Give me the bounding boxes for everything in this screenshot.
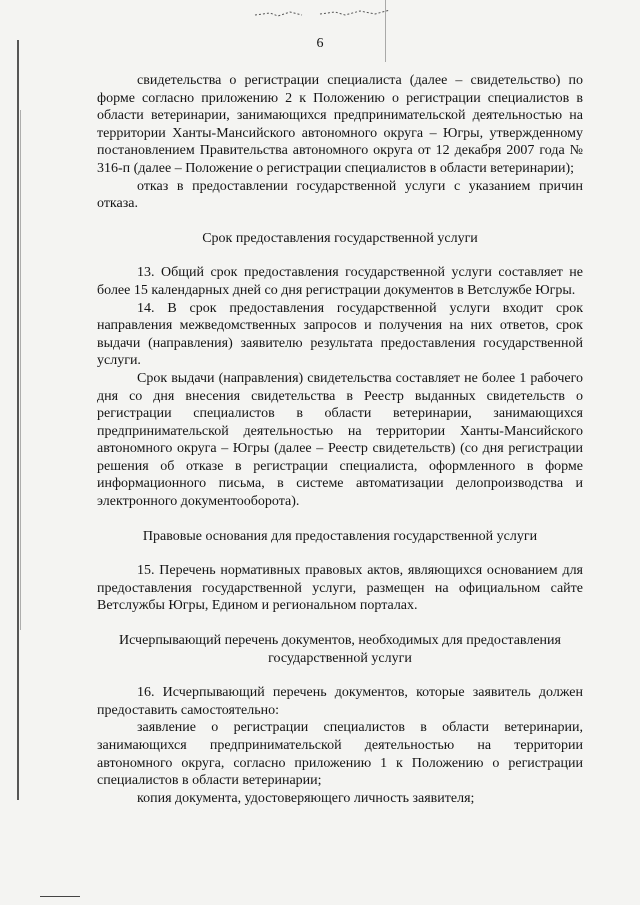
scan-noise [250,6,400,20]
scan-edge-mark-secondary [20,110,21,630]
page-number: 6 [316,36,324,51]
footer-mark [40,896,80,897]
paragraph: свидетельства о регистрации специалиста (далее – свидетельство) по форме согласно приложению 2 к Положению о регистрации специалистов в области ветеринарии, занимающихся предпринимательской деятельностью на территории Ханты-Мансийского автономного округа – Югры, утвержденному постановлением Правительства автономного округа от 12 декабря 2007 года № 316-п (далее – Положение о регистрации специалистов в области ветеринарии); [97,73,583,176]
paragraph: копия документа, удостоверяющего личность заявителя; [137,790,475,806]
document-body [97,72,583,807]
paragraph: 14. В срок предоставления государственной услуги входит срок направления межведомственных запросов и получения на них ответов, срок выдачи (направления) заявителю результата предоставления государственной услуги. [97,300,583,369]
section-heading: Срок предоставления государственной услуги [202,230,478,246]
paragraph: 13. Общий срок предоставления государственной услуги составляет не более 15 календарных дней со дня регистрации документов в Ветслужбе Югры. [97,265,583,298]
section-heading: Правовые основания для предоставления государственной услуги [142,528,538,544]
paragraph: отказ в предоставлении государственной услуги с указанием причин отказа. [97,178,583,212]
paragraph: заявление о регистрации специалистов в области ветеринарии, занимающихся предпринимательской деятельностью на территории автономного округа, согласно приложению 1 к Положению о регистрации специалистов в области ветеринарии; [97,720,583,789]
paragraph: Срок выдачи (направления) свидетельства составляет не более 1 рабочего дня со дня внесения свидетельства в Реестр выданных свидетельств о регистрации специалистов в области ветеринарии, занимающихся предпринимательской деятельностью на территории Ханты-Мансийского автономного округа – Югры (далее – Реестр свидетельств) (со дня регистрации решения об отказе в регистрации специалиста, оформленного в форме информационного письма, в системе автоматизации делопроизводства и электронного документооборота). [97,370,583,510]
section-heading: Исчерпывающий перечень документов, необходимых для предоставления государственной услуги [119,633,561,666]
scan-edge-mark [17,40,19,800]
paragraph: 16. Исчерпывающий перечень документов, которые заявитель должен предоставить самостоятельно: [97,685,583,718]
paragraph: 15. Перечень нормативных правовых актов, являющихся основанием для предоставления государственной услуги, размещен на официальном сайте Ветслужбы Югры, Едином и региональном порталах. [97,563,583,614]
binder-line [385,0,386,62]
